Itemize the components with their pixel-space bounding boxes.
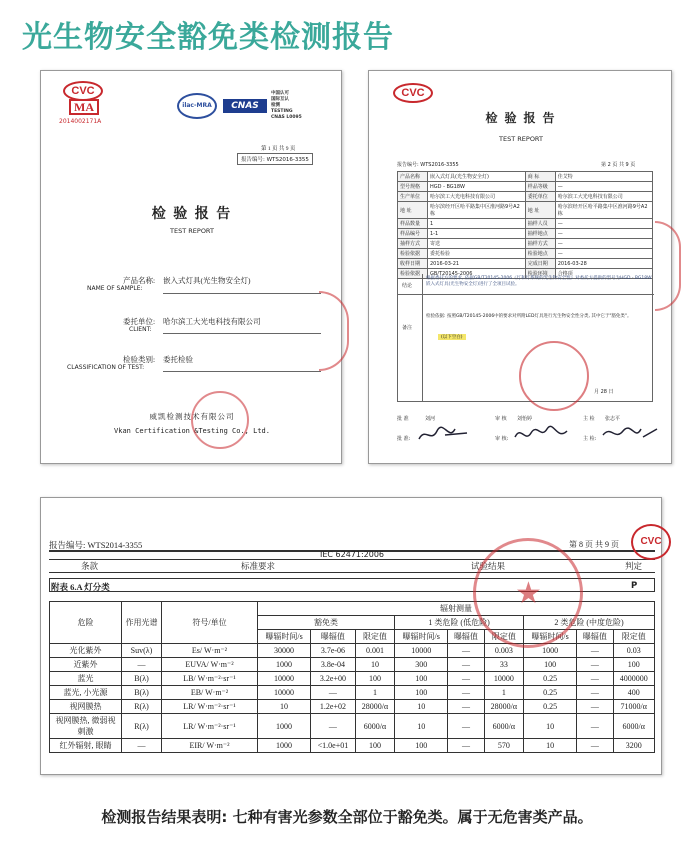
reviewer-label: 审 核 (495, 416, 507, 422)
page-info: 第 8 页 共 9 页 (569, 540, 619, 549)
table-row: 光化紫外 Suv(λ) Es/ W·m⁻² 30000 3.7e-06 0.001 10000 — 0.003 1000 — 0.03 (50, 644, 655, 658)
table-row: 视网膜热 R(λ) LR/ W·m⁻²·sr⁻¹ 10 1.2e+02 28000/α 10 — 28000/α 0.25 — 71000/α (50, 700, 655, 714)
table-verdict: P (631, 581, 638, 591)
conclusion-summary: 检测报告结果表明: 七种有害光参数全部位于豁免类。属于无危害类产品。 (101, 808, 593, 826)
report-table-page (40, 497, 662, 775)
reviewer-name: 刘怡婷 (517, 416, 533, 422)
lamp-classification-table: 危险 作用光谱 符号/单位 辐射测量 豁免类 1 类危险 (低危险) 2 类危险 (中度危险) 曝辐时间/s 曝辐值 限定值 曝辐时间/s 曝辐值 限定值 曝辐时间/s 曝辐值 限定值 光化紫外 Suv(λ) Es/ W·m⁻² 30000 3.7e-06 0.001 10000 — 0.003 1000 — 0.03 近紫外 — EUVA/ W·m⁻² 1000 3.8e-04 10 300 — 33 100 — 100 蓝光 B(λ) LB/ W·m⁻²·sr⁻¹ 10000 3.2e+00 100 100 — 10000 0.25 — 4000000 蓝光, 小光源 B(λ) EB/ W·m⁻² 10000 — 1 100 — 1 0.25 — 400 视网膜热 R(λ) LR/ W·m⁻²·sr⁻¹ 10 1.2e+02 28000/α 10 — 28000/α 0.25 — 71000/α 视网膜热, 微弱视刺激 R(λ) LR/ W·m⁻²·sr⁻¹ 1000 — 6000/α 10 — 6000/α 10 — 6000/α 红外辐射, 眼睛 — EIR/ W·m⁻² 1000 <1.0e+01 100 100 — 570 10 — 3200 (49, 601, 655, 753)
report-cover-page (40, 70, 342, 464)
report-title-en: TEST REPORT (170, 227, 214, 235)
table-row: 检验依据 委托检验 检验地点 — (398, 249, 653, 259)
table-row: 样品编号 1-1 抽样地点 — (398, 229, 653, 239)
table-row: 视网膜热, 微弱视刺激 R(λ) LR/ W·m⁻²·sr⁻¹ 1000 — 6000/α 10 — 6000/α 10 — 6000/α (50, 714, 655, 739)
table-row: 样品数量 1 抽样人员 — (398, 219, 653, 229)
client-label-en: CLIENT: (129, 326, 152, 333)
cvc-logo: CVC (393, 83, 433, 103)
table-row: 蓝光, 小光源 B(λ) EB/ W·m⁻² 10000 — 1 100 — 1 0.25 — 400 (50, 686, 655, 700)
table-row: 红外辐射, 眼睛 — EIR/ W·m⁻² 1000 <1.0e+01 100 100 — 570 10 — 3200 (50, 739, 655, 753)
table-row: 抽样方式 寄送 抽样方式 — (398, 239, 653, 249)
remark-note: (以下空白) (438, 334, 466, 340)
client-label: 委托单位: (123, 317, 156, 326)
cnas-logo: CNAS (223, 99, 267, 113)
cvc-logo: CVC (63, 81, 103, 101)
reviewer-signature (511, 423, 571, 445)
page-title: 光生物安全豁免类检测报告 (22, 20, 394, 55)
report-number: 报告编号: WTS2016-3355 (397, 162, 459, 168)
seam-seal (319, 291, 349, 371)
class-label-en: CLASSIFICATION OF TEST: (67, 364, 145, 371)
report-title-cn: 检 验 报 告 (151, 207, 233, 222)
seam-seal (655, 221, 681, 311)
product-value: 嵌入式灯具(光生物安全灯) (163, 276, 251, 285)
verdict-header: 判定 (625, 561, 643, 571)
approver-name: 刘河 (425, 416, 436, 422)
table-row: 产品名称 嵌入式灯具(光生物安全灯) 商 标 佳艾特 (398, 172, 653, 182)
table-row: 生产单位 哈尔滨工大光电科技有限公司 委托单位 哈尔滨工大光电科技有限公司 (398, 192, 653, 202)
report-detail-page: CVC 检 验 报 告 TEST REPORT 报告编号: WTS2016-3355 第 2 页 共 9 页 产品名称 嵌入式灯具(光生物安全灯) 商 标 佳艾特 型号规格 HGD - BG18W 样品等级 — 生产单位 哈尔滨工大光电科技有限公司 委托单位 哈尔滨工大光电科技有限公司 地 址 哈尔滨经开区哈平路集中区淮河路9号A2栋 地 址 哈尔滨经开区哈平路集中区淮河路9号A2栋 样品数量 1 抽样人员 — 样品编号 1-1 抽样地点 — 抽样方式 寄送 抽样方式 — 检验依据 委托检验 检验地点 — 收样日期 2016-03-21 完成日期 2016-03-28 检验依据 GB/T20145-2006 检验环境 合格项 结论 根据委托方的要求, 依据GB/T20145-2006《灯和灯系统的光生物安全性》对委托方提供的型号为HGD - BG18W嵌入式灯具(光生物安全灯)进行了全项目试验。 备注 检验依据: 按照GB/T20145-2006中的要求对所附LED灯具进行光生物安全性分类, 其中它于"豁免类"。 (以下空白) 月 28 日 批 准 刘河 审 核 刘怡婷 主 检 张志平 批 准: 审 核: 主 检: (368, 70, 672, 464)
requirement-header: 标准要求 (241, 561, 276, 571)
approver-label: 批 准 (397, 416, 409, 422)
cnas-description: 中国认可 国际互认 检测 TESTING CNAS L0095 (271, 91, 302, 120)
class-label: 检验类别: (123, 355, 156, 364)
official-seal (191, 391, 249, 449)
class-value: 委托检验 (163, 355, 193, 364)
issue-date: 月 28 日 (594, 389, 614, 395)
official-seal (519, 341, 589, 411)
org-name-cn: 威凯检测技术有限公司 (149, 412, 235, 421)
table-row: 蓝光 B(λ) LB/ W·m⁻²·sr⁻¹ 10000 3.2e+00 100 100 — 10000 0.25 — 4000000 (50, 672, 655, 686)
inspector-name: 张志平 (605, 416, 621, 422)
table-row: 近紫外 — EUVA/ W·m⁻² 1000 3.8e-04 10 300 — 33 100 — 100 (50, 658, 655, 672)
report-number: 报告编号: WTS2014-3355 (49, 540, 143, 550)
ma-logo: MA (69, 99, 99, 115)
sample-info-table (397, 171, 653, 279)
product-label-en: NAME OF SAMPLE: (87, 285, 143, 292)
approver-signature (415, 423, 475, 445)
ma-number: 2014002171A (59, 118, 102, 125)
remark-text: 检验依据: 按照GB/T20145-2006中的要求对所附LED灯具进行光生物安全性分类, 其中它于"豁免类"。 (426, 314, 632, 319)
seal-star-icon: ★ (515, 576, 542, 611)
report-title-en: TEST REPORT (499, 135, 543, 143)
result-header: 试验结果 (471, 561, 506, 571)
cvc-logo: CVC (631, 524, 671, 560)
inspector-signature (599, 423, 661, 445)
product-label: 产品名称: (123, 276, 156, 285)
ilac-logo: ilac-MRA (177, 93, 217, 119)
client-value: 哈尔滨工大光电科技有限公司 (163, 317, 261, 326)
page-info: 第 2 页 共 9 页 (601, 162, 636, 168)
table-row: 收样日期 2016-03-21 完成日期 2016-03-28 (398, 259, 653, 269)
org-name-en: Vkan Certification &Testing Co., Ltd. (114, 427, 270, 435)
page-info: 第 1 页 共 9 页 (261, 146, 296, 152)
clause-header: 条款 (81, 561, 99, 571)
table-label: 附表 6.A 灯分类 (51, 582, 110, 592)
inspector-label: 主 检 (583, 416, 595, 422)
conclusion-text: 根据委托方的要求, 依据GB/T20145-2006《灯和灯系统的光生物安全性》对委托方提供的型号为HGD - BG18W嵌入式灯具(光生物安全灯)进行了全项目试验。 (426, 276, 652, 287)
table-row: 地 址 哈尔滨经开区哈平路集中区淮河路9号A2栋 地 址 哈尔滨经开区哈平路集中区淮河路9号A2栋 (398, 202, 653, 219)
test-basis: GB/T20145-2006 (428, 269, 526, 279)
table-row: 检验依据 GB/T20145-2006 检验环境 合格项 (398, 269, 653, 279)
table-row: 型号规格 HGD - BG18W 样品等级 — (398, 182, 653, 192)
report-number: 报告编号: WTS2016-3355 (237, 153, 313, 165)
standard-name: IEC 62471:2006 (319, 550, 385, 559)
conclusion-box: 结论 根据委托方的要求, 依据GB/T20145-2006《灯和灯系统的光生物安全性》对委托方提供的型号为HGD - BG18W嵌入式灯具(光生物安全灯)进行了全项目试验。 备注 检验依据: 按照GB/T20145-2006中的要求对所附LED灯具进行光生物安全性分类, 其中它于"豁免类"。 (以下空白) 月 28 日 (397, 274, 653, 402)
report-title-cn: 检 验 报 告 (485, 111, 557, 125)
